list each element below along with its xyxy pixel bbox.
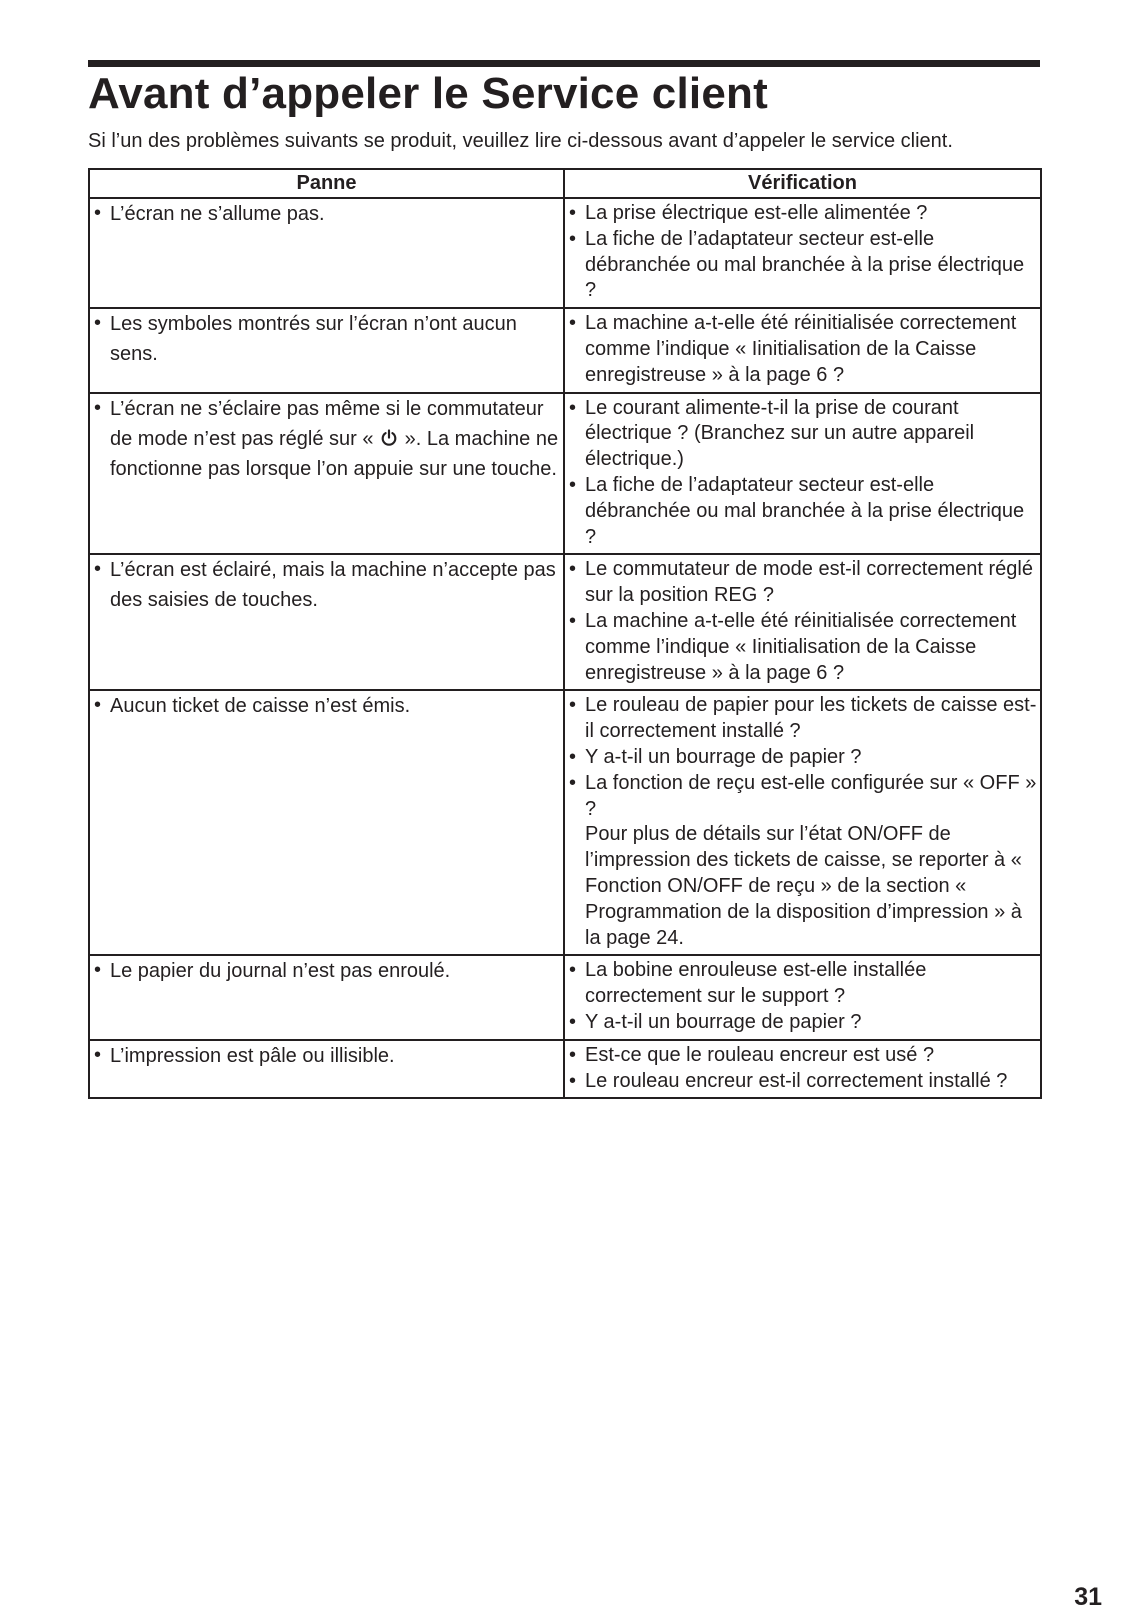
bullet: • xyxy=(569,609,577,632)
bullet: • xyxy=(569,473,577,496)
bullet: • xyxy=(569,959,577,982)
check-text: La fiche de l’adaptateur secteur est-elle débranchée ou mal branchée à la prise électrique ? xyxy=(585,227,1025,302)
check-note: Pour plus de détails sur l’état ON/OFF de l’impression des tickets de caisse, se reporter à « Fonction ON/OFF de reçu » de la section « Programmation de la disposition d’impression » à la page 24. xyxy=(585,823,1022,949)
bullet: • xyxy=(94,202,102,224)
problem-cell xyxy=(89,554,564,690)
check-text: Le rouleau de papier pour les tickets de caisse est-il correctement installé ? xyxy=(585,694,1037,743)
check-cell xyxy=(564,308,1041,392)
check-cell xyxy=(564,554,1041,690)
check-item xyxy=(567,958,1040,1010)
problem-cell xyxy=(89,308,564,392)
problem-cell xyxy=(89,955,564,1039)
table-header-row xyxy=(89,169,1041,198)
check-item xyxy=(567,609,1040,686)
check-cell xyxy=(564,198,1041,308)
bullet: • xyxy=(94,312,102,335)
check-item xyxy=(567,1043,1040,1069)
problem-text xyxy=(110,394,563,484)
bullet: • xyxy=(94,558,102,581)
check-text: La prise électrique est-elle alimentée ? xyxy=(585,202,928,224)
problem-text-after-icon: ». La machine ne fonctionne pas lorsque l’on appuie sur une touche. xyxy=(110,427,559,480)
check-item xyxy=(567,557,1040,609)
check-item xyxy=(567,227,1040,304)
bullet: • xyxy=(569,694,577,717)
check-cell xyxy=(564,1040,1041,1099)
check-item xyxy=(567,693,1040,745)
problem-item xyxy=(92,557,563,615)
check-item xyxy=(567,745,1040,771)
bullet: • xyxy=(569,745,577,768)
bullet: • xyxy=(569,312,577,335)
troubleshooting-table xyxy=(88,168,1042,1099)
problem-cell xyxy=(89,1040,564,1099)
check-text: Est-ce que le rouleau encreur est usé ? xyxy=(585,1043,935,1066)
power-icon xyxy=(380,429,398,447)
table-row xyxy=(89,393,1041,555)
check-item xyxy=(567,1069,1040,1095)
bullet: • xyxy=(569,1069,577,1092)
problem-item xyxy=(92,958,563,986)
bullet: • xyxy=(569,202,577,224)
bullet: • xyxy=(94,959,102,982)
bullet: • xyxy=(569,771,577,794)
problem-text: Le papier du journal n’est pas enroulé. xyxy=(110,960,451,983)
check-text: Y a-t-il un bourrage de papier ? xyxy=(585,1010,862,1033)
problem-cell xyxy=(89,393,564,555)
problem-text: Aucun ticket de caisse n’est émis. xyxy=(110,695,411,718)
table-row xyxy=(89,198,1041,308)
table-row xyxy=(89,308,1041,392)
bullet: • xyxy=(569,558,577,581)
bullet: • xyxy=(569,1010,577,1033)
check-cell xyxy=(564,955,1041,1039)
check-question: La fonction de reçu est-elle configurée sur « OFF » ? xyxy=(585,771,1037,820)
check-text: Le commutateur de mode est-il correctement réglé sur la position REG ? xyxy=(585,558,1033,607)
check-item xyxy=(567,473,1040,550)
bullet: • xyxy=(569,396,577,419)
problem-text-before-icon: L’écran ne s’éclaire pas même si le commutateur de mode n’est pas réglé sur « xyxy=(110,397,544,450)
header-verification: Vérification xyxy=(564,169,1041,198)
table-row xyxy=(89,955,1041,1039)
bullet: • xyxy=(569,1043,577,1066)
intro-text: Si l’un des problèmes suivants se produit, veuillez lire ci-dessous avant d’appeler le service client. xyxy=(88,130,953,152)
check-text: Le courant alimente-t-il la prise de courant électrique ? (Branchez sur un autre appareil électrique.) xyxy=(585,396,975,471)
page-number: 31 xyxy=(1074,1583,1102,1611)
problem-text: L’impression est pâle ou illisible. xyxy=(110,1044,395,1067)
check-text: La machine a-t-elle été réinitialisée correctement comme l’indique « Iinitialisation de la Caisse enregistreuse » à la page 6 ? xyxy=(585,609,1017,684)
check-item xyxy=(567,1010,1040,1036)
table-row xyxy=(89,1040,1041,1099)
bullet: • xyxy=(569,227,577,250)
check-item xyxy=(567,396,1040,473)
problem-item xyxy=(92,693,563,721)
check-text: Y a-t-il un bourrage de papier ? xyxy=(585,745,862,768)
check-text: La fiche de l’adaptateur secteur est-elle débranchée ou mal branchée à la prise électrique ? xyxy=(585,473,1025,548)
table-row xyxy=(89,554,1041,690)
check-cell xyxy=(564,690,1041,955)
top-rule xyxy=(88,60,1040,67)
problem-item xyxy=(92,396,563,484)
page-title: Avant d’appeler le Service client xyxy=(88,69,768,118)
table-row xyxy=(89,690,1041,955)
problem-item xyxy=(92,201,563,229)
check-item xyxy=(567,201,1040,227)
check-cell xyxy=(564,393,1041,555)
problem-cell xyxy=(89,690,564,955)
bullet: • xyxy=(94,694,102,717)
check-text: La bobine enrouleuse est-elle installée correctement sur le support ? xyxy=(585,959,927,1008)
check-text: Le rouleau encreur est-il correctement installé ? xyxy=(585,1069,1008,1092)
bullet: • xyxy=(94,1043,102,1066)
bullet: • xyxy=(94,396,102,419)
check-item xyxy=(567,771,1040,952)
problem-text: L’écran est éclairé, mais la machine n’accepte pas des saisies de touches. xyxy=(110,559,556,612)
problem-item xyxy=(92,311,563,369)
problem-text: Les symboles montrés sur l’écran n’ont aucun sens. xyxy=(110,313,517,366)
check-item xyxy=(567,311,1040,388)
problem-item xyxy=(92,1043,563,1071)
check-text: La machine a-t-elle été réinitialisée correctement comme l’indique « Iinitialisation de la Caisse enregistreuse » à la page 6 ? xyxy=(585,312,1017,386)
header-panne: Panne xyxy=(89,169,564,198)
check-text xyxy=(585,771,1040,952)
problem-cell xyxy=(89,198,564,308)
problem-text: L’écran ne s’allume pas. xyxy=(110,203,325,225)
